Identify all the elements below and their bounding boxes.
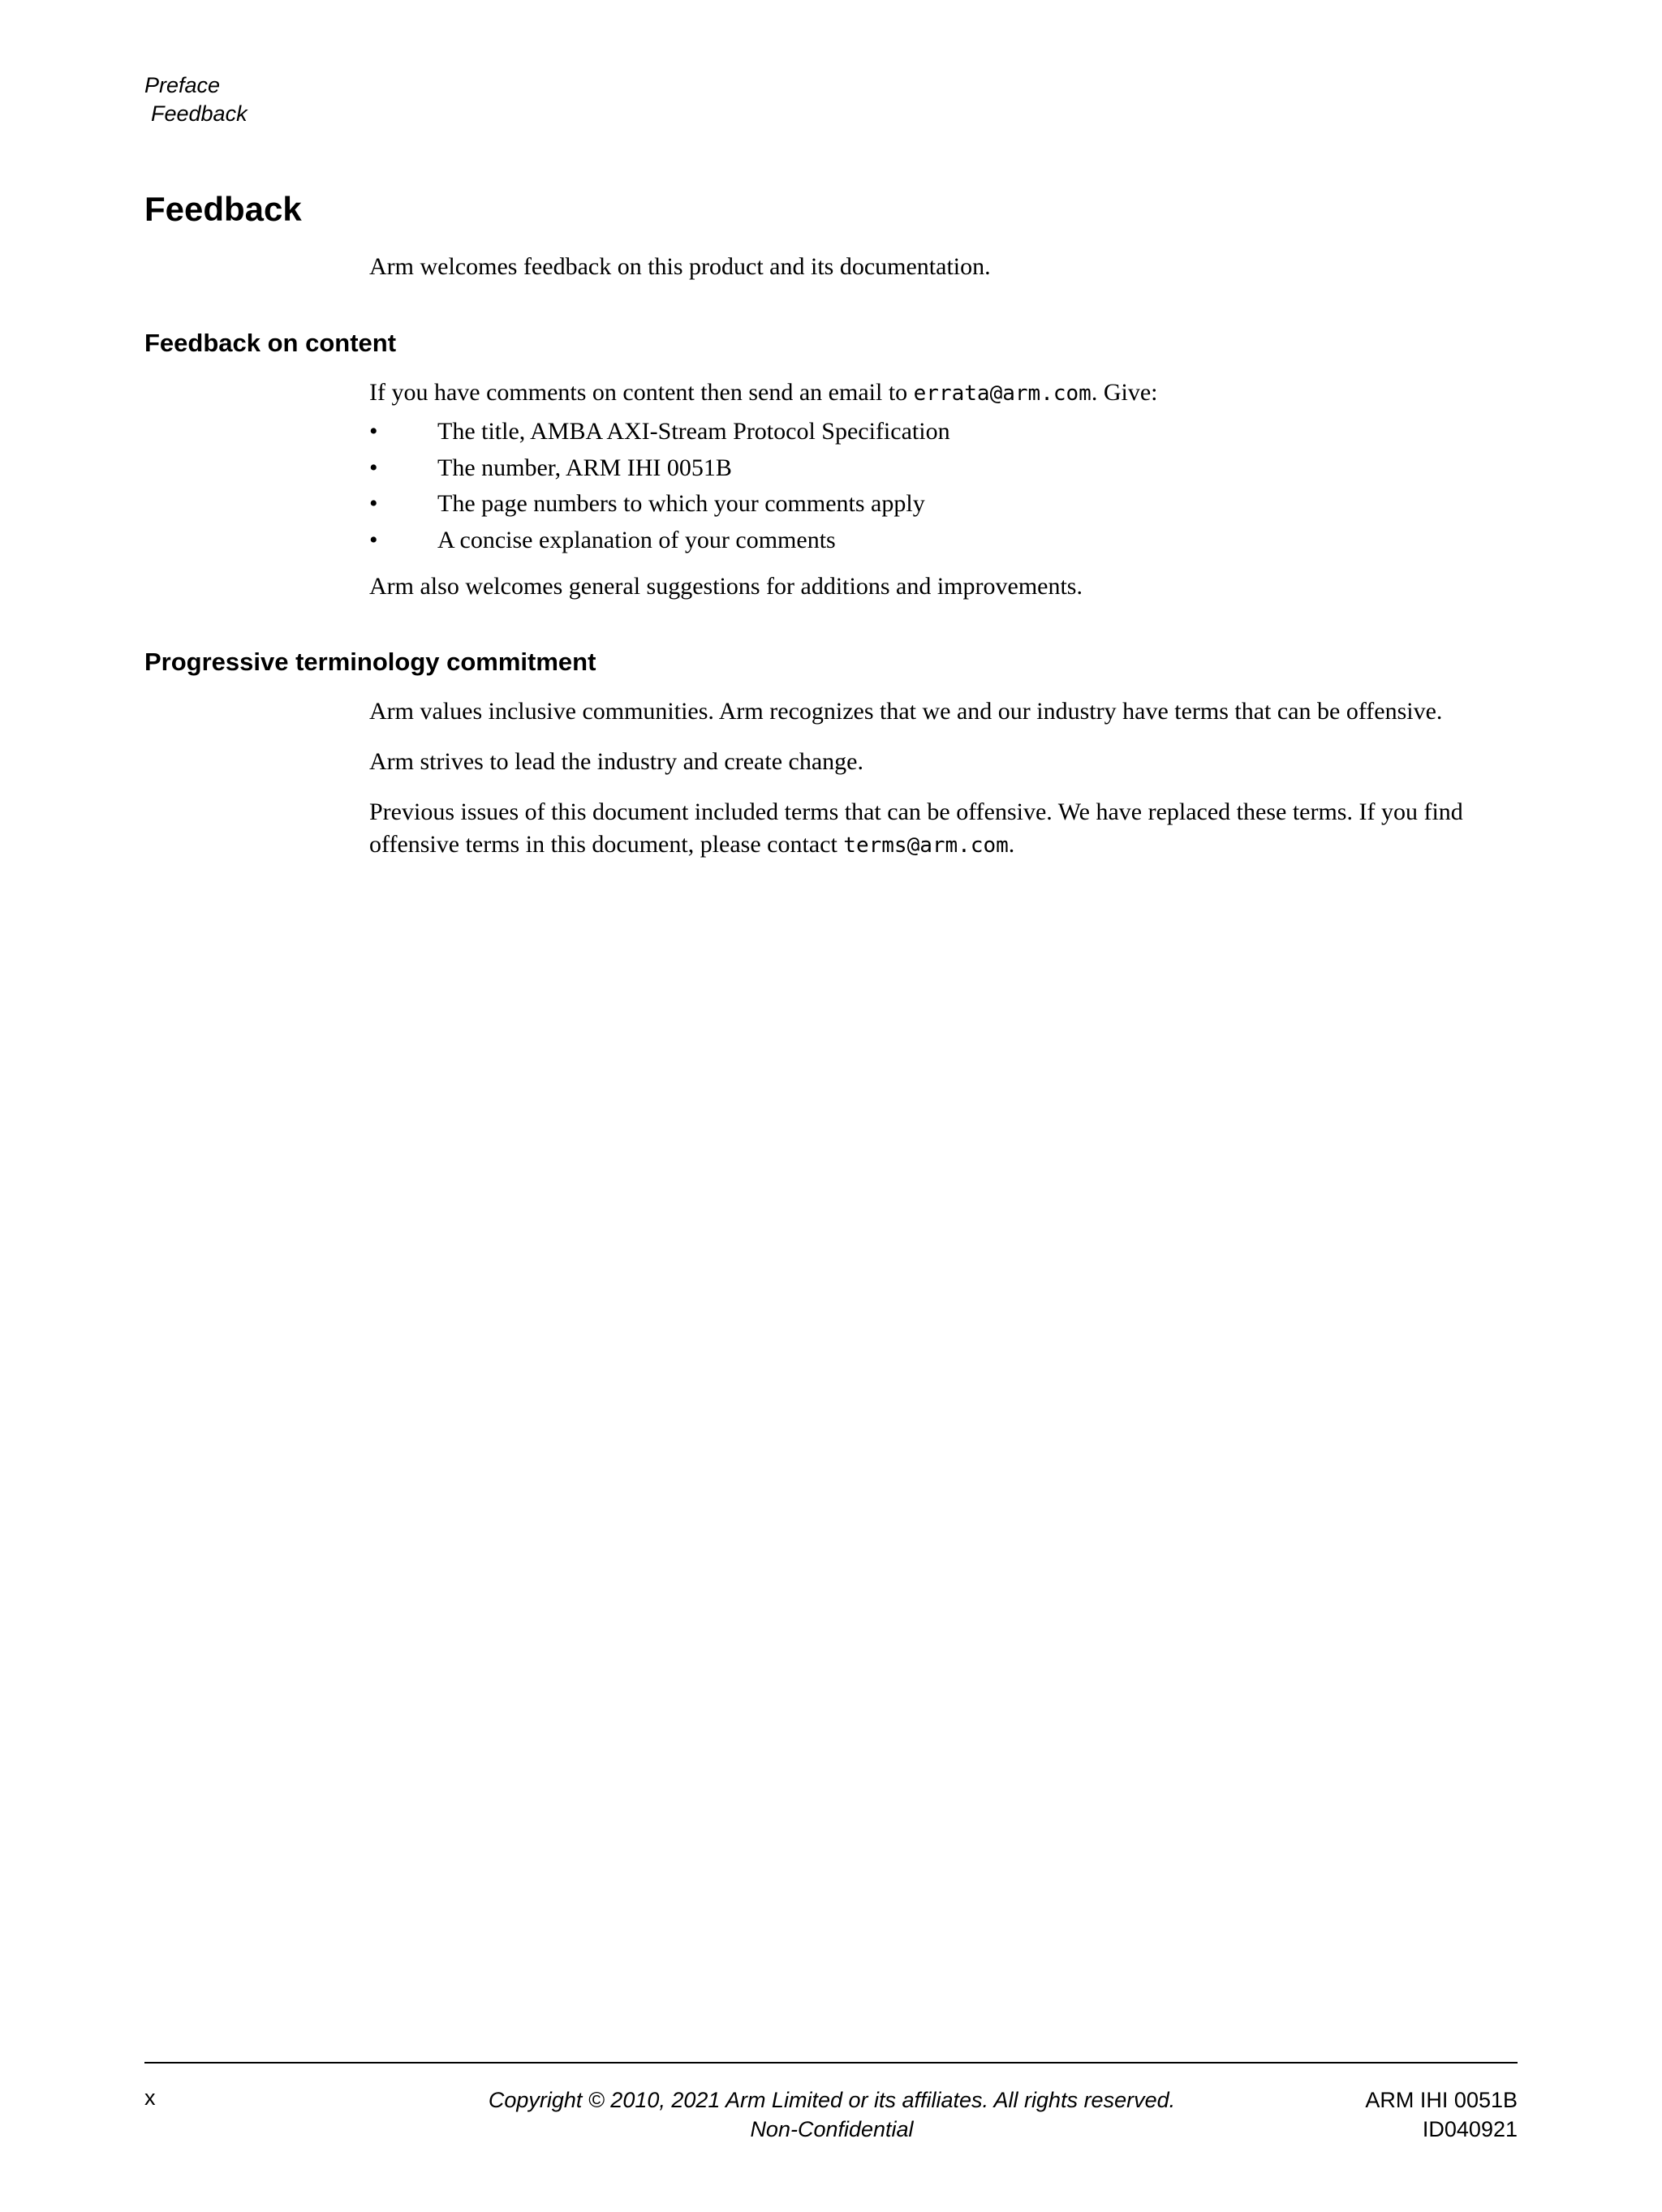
list-item-text: The page numbers to which your comments apply [437, 490, 925, 517]
footer-doc-id: ID040921 [1422, 2117, 1518, 2141]
running-header [144, 71, 248, 128]
feedback-lead-paragraph [369, 377, 1522, 410]
running-header-section: Feedback [151, 101, 248, 126]
list-item-text: The title, AMBA AXI-Stream Protocol Specification [437, 418, 950, 445]
terminology-paragraph-2: Arm strives to lead the industry and create change. [369, 748, 863, 775]
footer-confidentiality: Non-Confidential [750, 2117, 914, 2141]
feedback-lead-prefix: If you have comments on content then send an email to [369, 379, 914, 406]
list-item [369, 450, 950, 487]
list-item-text: A concise explanation of your comments [437, 526, 836, 553]
feedback-bullet-list [369, 414, 950, 558]
footer-page-number: x [144, 2085, 156, 2110]
footer-doc-info [1365, 2085, 1518, 2144]
footer-divider [144, 2062, 1518, 2064]
list-item-text: The number, ARM IHI 0051B [437, 454, 732, 481]
terms-email-link[interactable]: terms@arm.com [843, 833, 1009, 858]
feedback-on-content-heading: Feedback on content [144, 329, 397, 357]
terminology-p3-prefix: Previous issues of this document included terms that can be offensive. We have replaced these terms. If you find offensive terms in this document, please contact [369, 798, 1463, 858]
terminology-paragraph-1: Arm values inclusive communities. Arm recognizes that we and our industry have terms that can be offensive. [369, 698, 1443, 725]
footer-doc-number: ARM IHI 0051B [1365, 2088, 1518, 2112]
bullet-icon: • [369, 490, 378, 517]
terminology-paragraph-3 [369, 796, 1522, 862]
intro-paragraph: Arm welcomes feedback on this product and its documentation. [369, 253, 991, 280]
bullet-icon: • [369, 418, 378, 445]
running-header-chapter: Preface [144, 73, 221, 97]
list-item [369, 523, 950, 559]
bullet-icon: • [369, 526, 378, 553]
errata-email-link[interactable]: errata@arm.com [913, 381, 1091, 406]
footer-copyright-block [390, 2085, 1274, 2144]
bullet-icon: • [369, 454, 378, 481]
list-item [369, 486, 950, 523]
feedback-lead-suffix: . Give: [1091, 379, 1158, 406]
terminology-heading: Progressive terminology commitment [144, 648, 596, 676]
terminology-p3-suffix: . [1008, 831, 1015, 858]
footer-copyright: Copyright © 2010, 2021 Arm Limited or its affiliates. All rights reserved. [488, 2088, 1176, 2112]
list-item [369, 414, 950, 450]
page-title: Feedback [144, 190, 302, 228]
suggestions-paragraph: Arm also welcomes general suggestions for additions and improvements. [369, 573, 1083, 600]
